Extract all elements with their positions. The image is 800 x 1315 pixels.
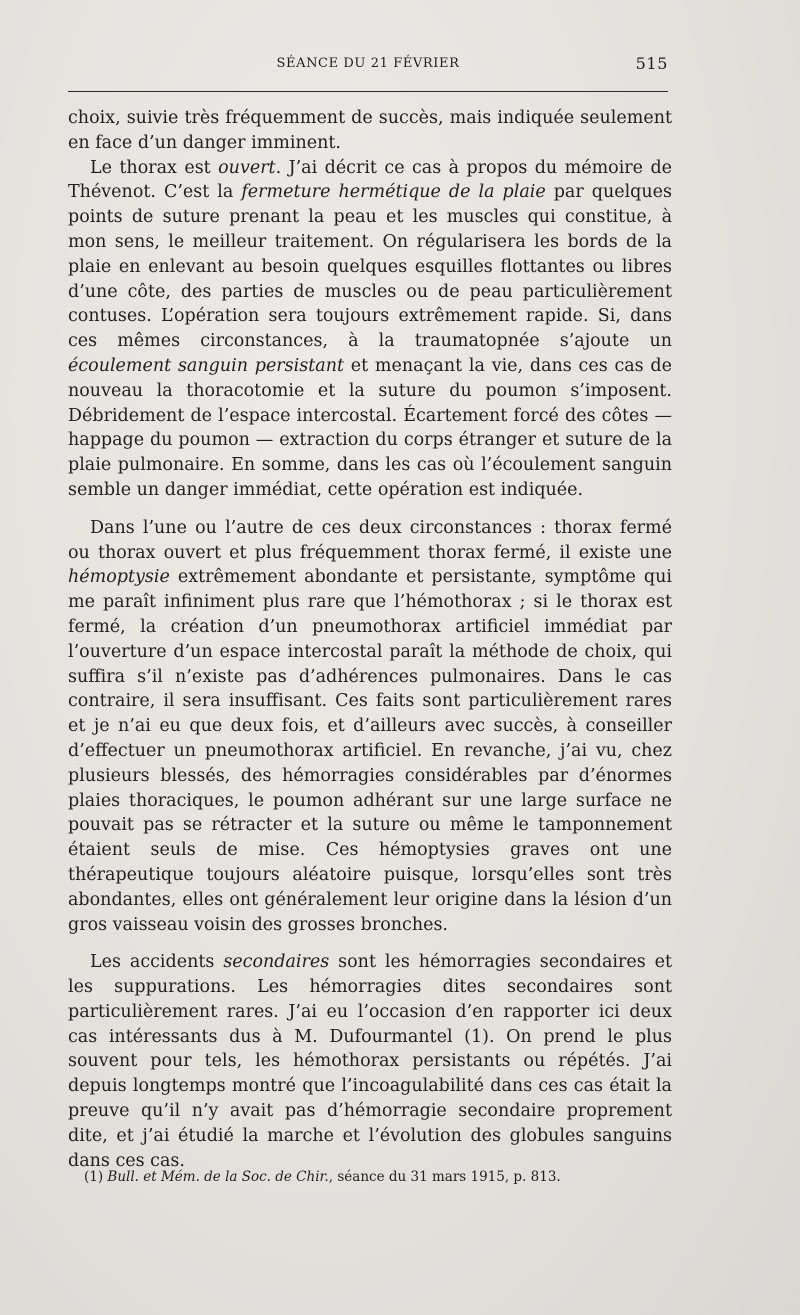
page-header <box>68 52 668 78</box>
italic-phrase: hémoptysie <box>68 567 170 588</box>
page-number: 515 <box>635 54 668 73</box>
footnote <box>84 1168 674 1186</box>
text-run: Les accidents <box>90 952 224 973</box>
italic-phrase: fermeture hermétique de la plaie <box>241 182 546 203</box>
text-run: Dans l’une ou l’autre de ces deux circonstances : thorax fermé ou thorax ouvert et plus fréquemment thorax fermé, il existe une <box>68 517 672 563</box>
paragraph <box>68 516 672 938</box>
italic-phrase: ouvert <box>218 157 276 178</box>
text-run: sont les hémorragies secondaires et les suppurations. Les hémorragies dites secondaires sont particulièrement rares. J’ai eu l’occasion d’en rapporter ici deux cas intéressants dus à M. Dufourmantel (1). On prend le plus souvent pour tels, les hémothorax persistants ou répétés. J’ai depuis longtemps montré que l’incoagulabilité dans ces cas était la preuve qu’il n’y avait pas d’hémorragie secondaire proprement dite, et j’ai étudié la marche et l’évolution des globules sanguins dans ces cas. <box>68 952 672 1171</box>
text-run: . J’ai décrit ce cas à propos du mémoire de Thévenot. C’est la <box>68 157 673 203</box>
text-run: et menaçant la vie, dans ces cas de nouveau la thoracotomie et la suture du poumon s’imposent. Débridement de l’espace intercostal. Écartement forcé des côtes — happage du poumon — extraction du corps étranger et suture de la plaie pulmonaire. En somme, dans les cas où l’écoulement sanguin semble un danger immédiat, cette opération est indiquée. <box>68 355 672 500</box>
paragraph <box>68 106 672 156</box>
text-run: Le thorax est <box>90 157 219 178</box>
text-run: choix, suivie très fréquemment de succès, mais indiquée seulement en face d’un danger imminent. <box>68 108 672 153</box>
paragraph <box>68 950 672 1173</box>
header-rule <box>68 91 668 92</box>
paragraph <box>68 156 672 503</box>
footnote-reference-details: , séance du 31 mars 1915, p. 813. <box>328 1169 561 1185</box>
italic-phrase: secondaires <box>223 952 330 973</box>
text-run: par quelques points de suture prenant la peau et les muscles qui constitue, à mon sens, le meilleur traitement. On régularisera les bords de la plaie en enlevant au besoin quelques esquilles flottantes ou libres d’une côte, des parties de muscles ou de peau particulièrement contuses. L’opération sera toujours extrêmement rapide. Si, dans ces mêmes circonstances, à la traumatopnée s’ajoute un <box>68 182 672 352</box>
italic-phrase: écoulement sanguin persistant <box>68 355 344 376</box>
body-text <box>68 106 672 1173</box>
text-run: extrêmement abondante et persistante, symptôme qui me paraît infiniment plus rare que l’hémothorax ; si le thorax est fermé, la création d’un pneumothorax artificiel immédiat par l’ouverture d’un espace intercostal paraît la méthode de choix, qui suffira s’il n’existe pas d’adhérences pulmonaires. Dans le cas contraire, il sera insuffisant. Ces faits sont particulièrement rares et je n’ai eu que deux fois, et d’ailleurs avec succès, à conseiller d’effectuer un pneumothorax artificiel. En revanche, j’ai vu, chez plusieurs blessés, des hémorragies considérables par d’énormes plaies thoraciques, le poumon adhérant sur une large surface ne pouvait pas se rétracter et la suture ou même le tamponnement étaient seuls de mise. Ces hémoptysies graves ont une thérapeutique toujours aléatoire puisque, lorsqu’elles sont très abondantes, elles ont généralement leur origine dans la lésion d’un gros vaisseau voisin des grosses bronches. <box>68 567 672 935</box>
running-title: SÉANCE DU 21 FÉVRIER <box>276 56 460 71</box>
footnote-reference-title: Bull. et Mém. de la Soc. de Chir. <box>107 1169 329 1185</box>
footnote-marker: (1) <box>84 1169 104 1185</box>
